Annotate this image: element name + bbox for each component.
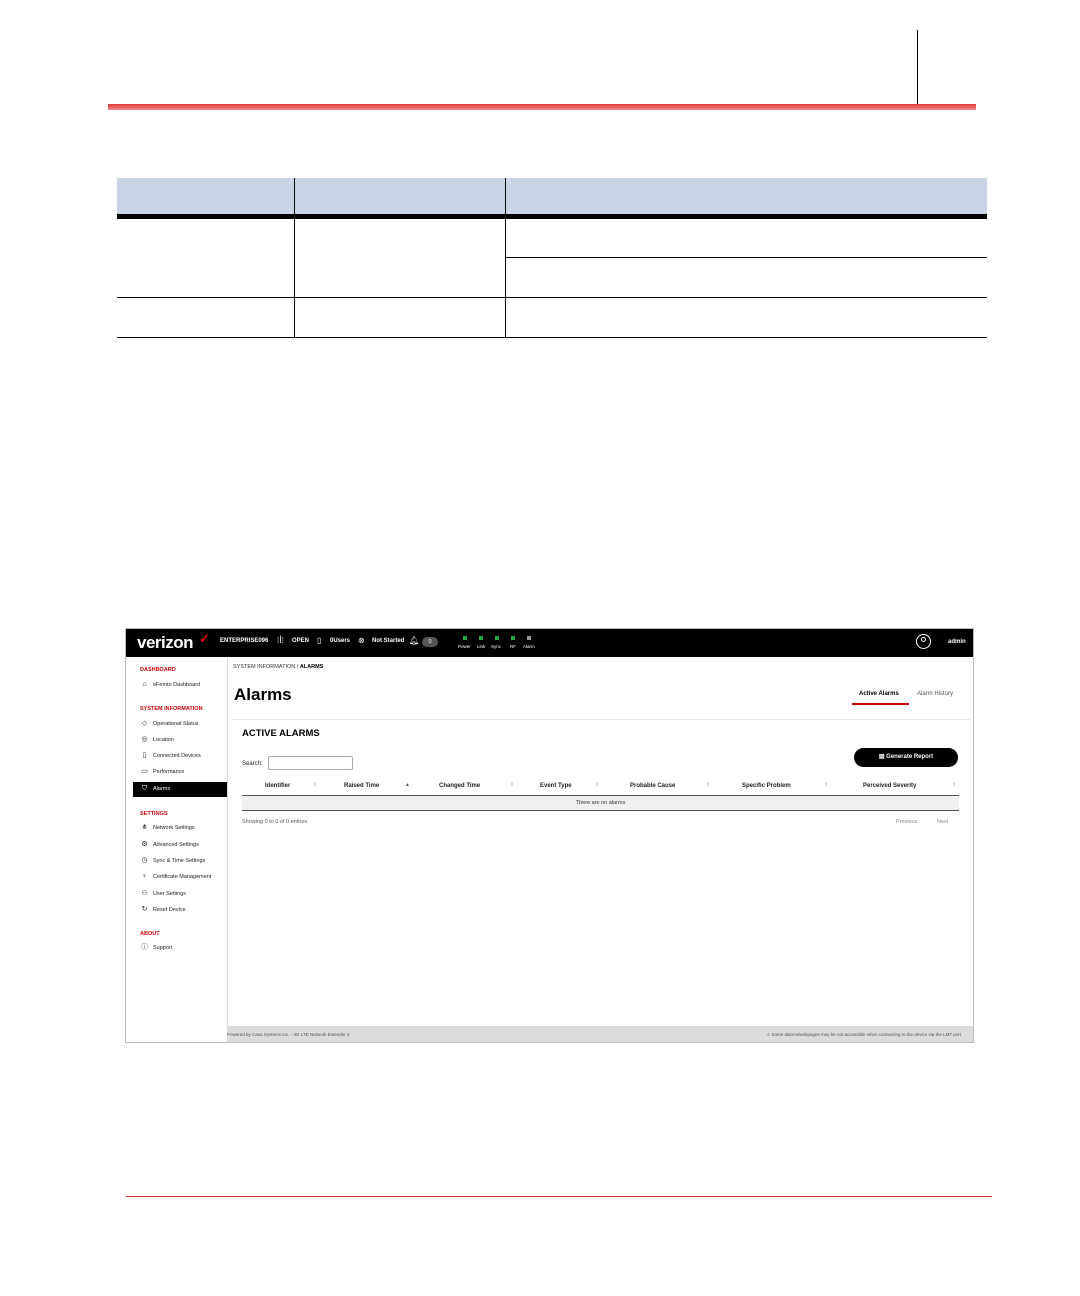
users-icon: ⚇: [141, 890, 148, 897]
sidebar-section-about: ABOUT: [140, 931, 160, 937]
footer-warning: ⚠ Some alarms/webpages may be not accessible when connecting to the device via the LMT port: [766, 1032, 961, 1037]
sidebar-item-operational-status[interactable]: ◇ Operational Status: [141, 720, 199, 727]
verizon-logo: verizon: [137, 633, 194, 652]
users-count: 0Users: [330, 638, 351, 644]
breadcrumb-current: ALARMS: [299, 664, 324, 670]
alarm-led: [527, 636, 531, 640]
sidebar-item-advanced-settings[interactable]: ⚙ Advanced Settings: [141, 841, 199, 848]
notification-badge[interactable]: 0: [422, 637, 438, 647]
sidebar-item-network-settings[interactable]: ⋔ Network Settings: [141, 824, 195, 831]
column-header-perceived-severity[interactable]: Perceived Severity: [863, 783, 917, 789]
status-icon: ◇: [141, 720, 148, 727]
top-bar: [126, 629, 974, 657]
led-label: Link: [477, 644, 486, 649]
home-icon: ⌂: [142, 681, 147, 688]
table-empty-row: There are no alarms: [242, 796, 959, 810]
doc-table-row-rule: [117, 337, 987, 338]
device-name: ENTERPRISE096: [220, 638, 269, 644]
rf-led: [511, 636, 515, 640]
sidebar-item-connected-devices[interactable]: ▯ Connected Devices: [133, 749, 227, 764]
doc-table-row-rule: [505, 257, 987, 258]
page-title: Alarms: [234, 685, 292, 704]
sort-icon[interactable]: ⇕: [313, 782, 318, 788]
search-input[interactable]: [268, 756, 353, 770]
doc-table-col-divider: [505, 178, 506, 338]
search-label: Search:: [242, 761, 263, 767]
sidebar-item-efemto-dashboard[interactable]: ⌂ eFemto Dashboard: [133, 678, 227, 693]
sort-icon[interactable]: ⇕: [595, 782, 600, 788]
column-header-raised-time[interactable]: Raised Time: [344, 783, 380, 789]
column-header-specific-problem[interactable]: Specific Problem: [742, 783, 791, 789]
phone-icon: ▯: [317, 636, 322, 645]
pager-next[interactable]: Next: [937, 819, 949, 825]
footer-powered-by: Powered by Casa Systems Inc. - 4G LTE Network Extender 3: [227, 1032, 350, 1037]
sidebar-item-certificate-management[interactable]: ♀ Certificate Management: [141, 873, 212, 880]
network-icon: ⋔: [141, 824, 148, 831]
location-pin-icon: ◎: [141, 736, 148, 743]
sidebar: [126, 657, 228, 1026]
reset-icon: ↻: [141, 906, 148, 913]
sidebar-section-settings: SETTINGS: [140, 811, 168, 817]
sidebar-item-user-settings[interactable]: ⚇ User Settings: [141, 890, 187, 897]
sync-status: Not Started: [372, 638, 405, 644]
entries-info: Showing 0 to 0 of 0 entries: [242, 819, 308, 825]
header-red-bar: [108, 104, 976, 110]
user-name[interactable]: admin: [948, 639, 966, 645]
sidebar-item-location[interactable]: ◎ Location: [141, 736, 174, 743]
report-icon: ▤: [878, 754, 887, 760]
sidebar-item-reset-device[interactable]: ↻ Reset Device: [141, 906, 186, 913]
generate-report-button[interactable]: ▤ Generate Report: [854, 748, 958, 767]
sidebar-item-sync-time-settings[interactable]: ◷ Sync & Time Settings: [141, 857, 206, 864]
doc-table-col-divider: [294, 178, 295, 338]
breadcrumb: [233, 664, 323, 670]
sidebar-item-performance[interactable]: ▭ Performance: [141, 768, 185, 775]
sidebar-item-alarms[interactable]: ⛉ Alarms: [133, 782, 227, 797]
doc-table-header-rule: [117, 214, 987, 219]
certificate-icon: ♀: [141, 873, 148, 880]
power-led: [463, 636, 467, 640]
doc-table-row-rule: [117, 297, 987, 298]
led-label: Sync: [491, 644, 502, 649]
main-content: [228, 657, 974, 1026]
header-divider: [917, 30, 918, 104]
phone-icon: ▯: [142, 752, 147, 759]
sync-led: [495, 636, 499, 640]
tab-alarm-history[interactable]: Alarm History: [917, 691, 954, 697]
table-bottom-rule: [242, 810, 959, 811]
clock-icon: ◷: [141, 857, 148, 864]
sidebar-section-system-information: SYSTEM INFORMATION: [140, 706, 203, 712]
verizon-check-icon: ✓: [199, 631, 210, 646]
sort-icon[interactable]: ⇕: [824, 782, 829, 788]
sync-icon: ⊗: [358, 636, 365, 645]
user-avatar-icon[interactable]: [916, 634, 931, 649]
sort-icon[interactable]: ⇕: [706, 782, 711, 788]
info-icon: ⓘ: [141, 944, 148, 951]
network-status: OPEN: [292, 638, 310, 644]
column-header-event-type[interactable]: Event Type: [540, 783, 572, 789]
sort-asc-icon[interactable]: ▲: [405, 782, 410, 788]
sidebar-section-dashboard: DASHBOARD: [140, 667, 176, 673]
column-header-probable-cause[interactable]: Probable Cause: [630, 783, 676, 789]
tab-active-alarms[interactable]: Active Alarms: [859, 691, 899, 697]
chart-icon: ▭: [141, 768, 148, 775]
gear-icon: ⚙: [141, 841, 148, 848]
shield-icon: ⛉: [141, 785, 148, 792]
antenna-icon: ⁞ꟾ⁞: [277, 636, 284, 645]
sidebar-item-support[interactable]: ⓘ Support: [141, 944, 173, 951]
doc-table-header: [117, 178, 987, 215]
tabs-divider: [232, 719, 970, 720]
pager-previous[interactable]: Previous: [896, 819, 918, 825]
alarms-screenshot: [125, 628, 974, 1043]
breadcrumb-parent[interactable]: SYSTEM INFORMATION /: [233, 664, 299, 670]
sort-icon[interactable]: ⇕: [952, 782, 957, 788]
footer-rule: [126, 1196, 992, 1197]
led-label: RF: [510, 644, 516, 649]
bell-icon[interactable]: 🔔︎: [409, 636, 420, 645]
led-label: Power: [458, 644, 471, 649]
led-label: Alarm: [523, 644, 535, 649]
column-header-changed-time[interactable]: Changed Time: [439, 783, 481, 789]
app-footer: [227, 1026, 974, 1043]
section-title: ACTIVE ALARMS: [242, 728, 320, 739]
column-header-identifier[interactable]: Identifier: [265, 783, 291, 789]
link-led: [479, 636, 483, 640]
tab-active-indicator: [852, 703, 909, 705]
sort-icon[interactable]: ⇕: [510, 782, 515, 788]
